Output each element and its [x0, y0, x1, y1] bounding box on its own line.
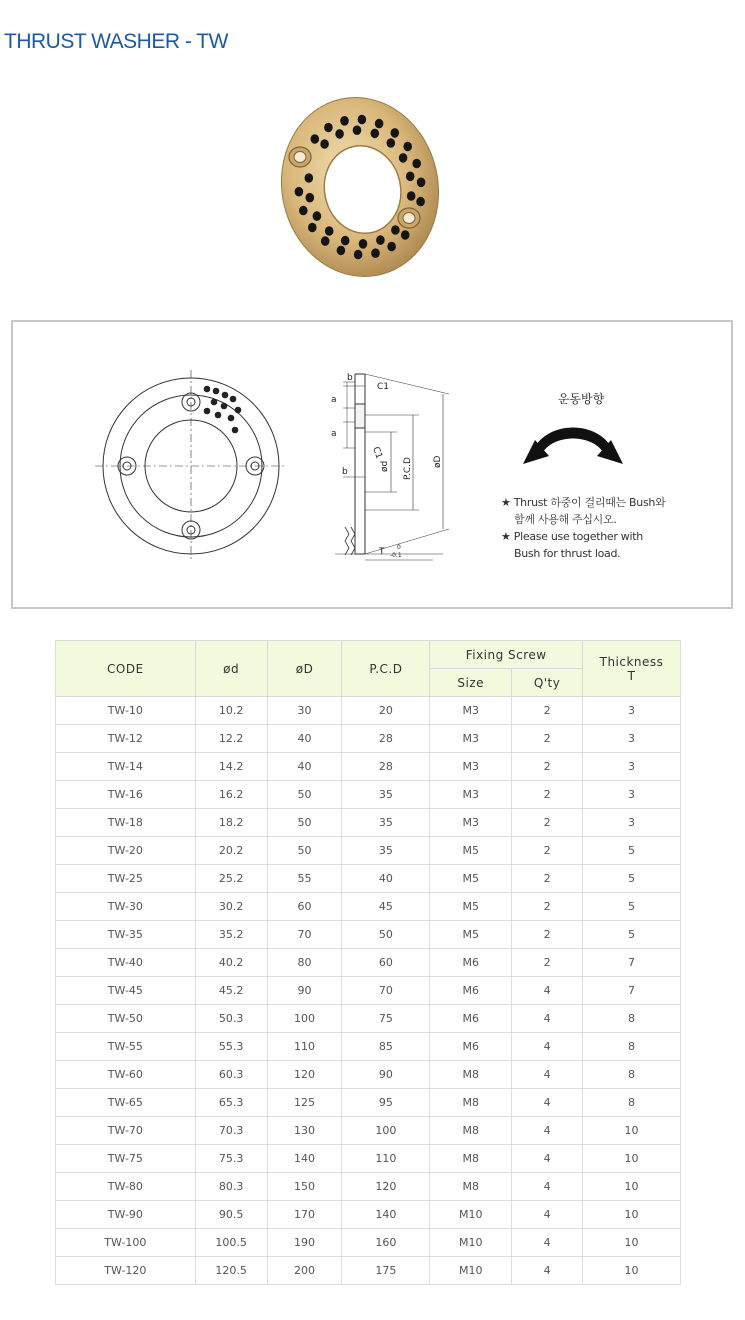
cell-screw-size: M8	[430, 1061, 512, 1089]
cell-pcd: 85	[342, 1033, 430, 1061]
cell-code: TW-12	[56, 725, 196, 753]
cell-screw-qty: 4	[512, 1033, 583, 1061]
graphite-plug-icon	[358, 115, 367, 125]
graphite-plug-icon	[371, 248, 380, 258]
cell-outer-diameter: 100	[267, 1005, 342, 1033]
side-view	[335, 374, 449, 560]
table-row	[56, 1033, 681, 1061]
cell-thickness: 5	[583, 893, 681, 921]
cell-outer-diameter: 60	[267, 893, 342, 921]
cell-screw-size: M3	[430, 781, 512, 809]
cell-screw-qty: 4	[512, 977, 583, 1005]
technical-drawing	[13, 322, 735, 611]
cell-screw-size: M6	[430, 1005, 512, 1033]
cell-thickness: 5	[583, 837, 681, 865]
table-row	[56, 1117, 681, 1145]
dim-b-bottom: b	[342, 467, 348, 477]
table-row	[56, 1089, 681, 1117]
cell-code: TW-45	[56, 977, 196, 1005]
graphite-plug-icon	[324, 123, 333, 133]
graphite-plug-icon	[337, 246, 346, 256]
graphite-plug-icon	[306, 193, 315, 203]
cell-thickness: 10	[583, 1201, 681, 1229]
cell-thickness: 3	[583, 781, 681, 809]
graphite-plug-icon	[401, 230, 410, 240]
header-code: CODE	[56, 641, 196, 697]
cell-code: TW-20	[56, 837, 196, 865]
cell-outer-diameter: 50	[267, 809, 342, 837]
graphite-plug-icon	[341, 236, 350, 246]
graphite-plug-icon	[371, 129, 380, 139]
graphite-plug-icon	[406, 172, 415, 182]
graphite-plug-icon	[353, 125, 362, 135]
cell-thickness: 10	[583, 1173, 681, 1201]
spec-table-body	[56, 697, 681, 1285]
dim-c1-top: C1	[377, 382, 390, 392]
cell-code: TW-70	[56, 1117, 196, 1145]
cell-pcd: 40	[342, 865, 430, 893]
cell-screw-size: M3	[430, 753, 512, 781]
cell-thickness: 3	[583, 725, 681, 753]
table-row	[56, 809, 681, 837]
cell-pcd: 28	[342, 725, 430, 753]
cell-inner-diameter: 120.5	[195, 1257, 267, 1285]
graphite-plug-icon	[308, 223, 317, 233]
header-pcd: P.C.D	[342, 641, 430, 697]
cell-inner-diameter: 12.2	[195, 725, 267, 753]
header-inner-diameter: ød	[195, 641, 267, 697]
cell-thickness: 10	[583, 1145, 681, 1173]
cell-code: TW-14	[56, 753, 196, 781]
graphite-plug-icon	[387, 138, 396, 148]
cell-inner-diameter: 30.2	[195, 893, 267, 921]
cell-screw-qty: 4	[512, 1145, 583, 1173]
graphite-plug-icon	[403, 142, 412, 152]
cell-thickness: 10	[583, 1117, 681, 1145]
cell-code: TW-30	[56, 893, 196, 921]
cell-pcd: 95	[342, 1089, 430, 1117]
cell-screw-qty: 2	[512, 893, 583, 921]
cell-pcd: 175	[342, 1257, 430, 1285]
cell-outer-diameter: 70	[267, 921, 342, 949]
note-en-line2: Bush for thrust load.	[514, 547, 621, 560]
cell-screw-qty: 4	[512, 1229, 583, 1257]
graphite-plug-icon	[305, 173, 314, 183]
cell-thickness: 8	[583, 1005, 681, 1033]
motion-direction-arrow-icon	[523, 428, 623, 465]
dim-T: T	[379, 547, 385, 557]
cell-outer-diameter: 90	[267, 977, 342, 1005]
cell-screw-size: M8	[430, 1173, 512, 1201]
cell-screw-size: M3	[430, 697, 512, 725]
cell-outer-diameter: 40	[267, 725, 342, 753]
graphite-plug-icon	[391, 225, 400, 235]
cell-thickness: 10	[583, 1257, 681, 1285]
cell-inner-diameter: 70.3	[195, 1117, 267, 1145]
technical-drawing-panel	[11, 320, 733, 609]
table-row	[56, 893, 681, 921]
front-view-plugs	[204, 386, 242, 434]
cell-outer-diameter: 55	[267, 865, 342, 893]
cell-inner-diameter: 35.2	[195, 921, 267, 949]
graphite-plug-icon	[375, 119, 384, 129]
cell-screw-qty: 4	[512, 1005, 583, 1033]
cell-inner-diameter: 14.2	[195, 753, 267, 781]
cell-screw-size: M10	[430, 1257, 512, 1285]
note-ko-line2: 함께 사용해 주십시오.	[514, 513, 617, 526]
cell-thickness: 8	[583, 1089, 681, 1117]
graphite-plug-icon	[399, 153, 408, 163]
dim-D: øD	[433, 455, 443, 468]
cell-outer-diameter: 50	[267, 837, 342, 865]
cell-thickness: 5	[583, 921, 681, 949]
header-qty: Q'ty	[512, 669, 583, 697]
cell-code: TW-18	[56, 809, 196, 837]
cell-thickness: 3	[583, 697, 681, 725]
cell-screw-qty: 4	[512, 1117, 583, 1145]
cell-screw-size: M8	[430, 1145, 512, 1173]
cell-screw-size: M5	[430, 921, 512, 949]
cell-pcd: 60	[342, 949, 430, 977]
cell-thickness: 3	[583, 753, 681, 781]
dim-c1-bottom: C1	[370, 445, 384, 461]
header-outer-diameter: øD	[267, 641, 342, 697]
cell-screw-size: M8	[430, 1089, 512, 1117]
dim-b-top: b	[347, 373, 353, 383]
cell-screw-qty: 2	[512, 781, 583, 809]
cell-pcd: 100	[342, 1117, 430, 1145]
cell-screw-size: M3	[430, 725, 512, 753]
table-row	[56, 1061, 681, 1089]
cell-outer-diameter: 110	[267, 1033, 342, 1061]
cell-pcd: 120	[342, 1173, 430, 1201]
graphite-plug-icon	[416, 197, 425, 207]
front-view	[95, 370, 287, 562]
motion-direction-label: 운동방향	[557, 392, 605, 406]
cell-outer-diameter: 190	[267, 1229, 342, 1257]
dim-a-bottom: a	[331, 429, 337, 439]
cell-outer-diameter: 50	[267, 781, 342, 809]
table-row	[56, 1173, 681, 1201]
cell-thickness: 7	[583, 949, 681, 977]
cell-screw-qty: 2	[512, 809, 583, 837]
graphite-plug-icon	[325, 226, 334, 236]
table-row	[56, 949, 681, 977]
graphite-plug-icon	[407, 191, 416, 201]
cell-inner-diameter: 60.3	[195, 1061, 267, 1089]
graphite-plug-icon	[320, 139, 329, 149]
cell-inner-diameter: 25.2	[195, 865, 267, 893]
graphite-plug-icon	[359, 239, 368, 249]
cell-screw-qty: 2	[512, 837, 583, 865]
graphite-plug-icon	[295, 187, 304, 197]
cell-screw-size: M6	[430, 977, 512, 1005]
cell-inner-diameter: 20.2	[195, 837, 267, 865]
table-row	[56, 865, 681, 893]
cell-screw-size: M6	[430, 1033, 512, 1061]
cell-code: TW-16	[56, 781, 196, 809]
cell-inner-diameter: 100.5	[195, 1229, 267, 1257]
cell-thickness: 5	[583, 865, 681, 893]
cell-screw-size: M5	[430, 865, 512, 893]
cell-pcd: 50	[342, 921, 430, 949]
cell-thickness: 3	[583, 809, 681, 837]
cell-screw-qty: 2	[512, 753, 583, 781]
cell-code: TW-40	[56, 949, 196, 977]
dim-tolerance-upper: 0	[397, 544, 401, 551]
graphite-plug-icon	[412, 159, 421, 169]
cell-code: TW-25	[56, 865, 196, 893]
cell-inner-diameter: 40.2	[195, 949, 267, 977]
cell-screw-qty: 2	[512, 949, 583, 977]
cell-thickness: 8	[583, 1033, 681, 1061]
cell-pcd: 90	[342, 1061, 430, 1089]
cell-outer-diameter: 130	[267, 1117, 342, 1145]
cell-pcd: 20	[342, 697, 430, 725]
note-ko-line1: ★ Thrust 하중이 걸리때는 Bush와	[501, 496, 666, 509]
cell-code: TW-90	[56, 1201, 196, 1229]
cell-screw-size: M10	[430, 1229, 512, 1257]
cell-screw-qty: 2	[512, 725, 583, 753]
cell-outer-diameter: 120	[267, 1061, 342, 1089]
table-row	[56, 1229, 681, 1257]
spec-table	[55, 640, 681, 1285]
cell-screw-qty: 4	[512, 1201, 583, 1229]
cell-screw-qty: 4	[512, 1089, 583, 1117]
table-row	[56, 781, 681, 809]
table-row	[56, 1257, 681, 1285]
usage-notes	[501, 494, 665, 562]
cell-inner-diameter: 80.3	[195, 1173, 267, 1201]
cell-screw-qty: 4	[512, 1061, 583, 1089]
cell-code: TW-50	[56, 1005, 196, 1033]
table-row	[56, 837, 681, 865]
graphite-plug-icon	[417, 178, 426, 188]
cell-pcd: 75	[342, 1005, 430, 1033]
washer-photo	[270, 90, 450, 285]
graphite-plug-icon	[387, 242, 396, 252]
cell-code: TW-35	[56, 921, 196, 949]
cell-screw-size: M5	[430, 893, 512, 921]
cell-screw-qty: 4	[512, 1173, 583, 1201]
cell-screw-qty: 2	[512, 865, 583, 893]
graphite-plug-icon	[391, 128, 400, 138]
cell-pcd: 140	[342, 1201, 430, 1229]
table-row	[56, 977, 681, 1005]
cell-pcd: 70	[342, 977, 430, 1005]
graphite-plug-icon	[376, 235, 385, 245]
cell-pcd: 35	[342, 781, 430, 809]
cell-code: TW-10	[56, 697, 196, 725]
header-thickness-label: Thickness	[599, 654, 664, 669]
cell-screw-size: M10	[430, 1201, 512, 1229]
header-size: Size	[430, 669, 512, 697]
cell-inner-diameter: 18.2	[195, 809, 267, 837]
cell-thickness: 8	[583, 1061, 681, 1089]
cell-inner-diameter: 75.3	[195, 1145, 267, 1173]
cell-pcd: 160	[342, 1229, 430, 1257]
cell-inner-diameter: 45.2	[195, 977, 267, 1005]
cell-screw-size: M8	[430, 1117, 512, 1145]
cell-screw-qty: 2	[512, 921, 583, 949]
table-row	[56, 697, 681, 725]
cell-outer-diameter: 30	[267, 697, 342, 725]
cell-code: TW-80	[56, 1173, 196, 1201]
cell-outer-diameter: 80	[267, 949, 342, 977]
dim-a-top: a	[331, 395, 337, 405]
table-row	[56, 1005, 681, 1033]
header-thickness-symbol: T	[627, 668, 636, 683]
cell-inner-diameter: 16.2	[195, 781, 267, 809]
cell-pcd: 45	[342, 893, 430, 921]
cell-code: TW-100	[56, 1229, 196, 1257]
table-row	[56, 725, 681, 753]
dim-tolerance-lower: -0.1	[390, 552, 402, 559]
cell-pcd: 35	[342, 809, 430, 837]
header-thickness	[583, 641, 681, 697]
cell-code: TW-120	[56, 1257, 196, 1285]
note-en-line1: ★ Please use together with	[501, 530, 643, 543]
table-row	[56, 921, 681, 949]
graphite-plug-icon	[311, 134, 320, 144]
cell-outer-diameter: 125	[267, 1089, 342, 1117]
cell-code: TW-65	[56, 1089, 196, 1117]
cell-pcd: 110	[342, 1145, 430, 1173]
cell-outer-diameter: 150	[267, 1173, 342, 1201]
cell-inner-diameter: 10.2	[195, 697, 267, 725]
cell-thickness: 10	[583, 1229, 681, 1257]
cell-screw-qty: 4	[512, 1257, 583, 1285]
graphite-plug-icon	[335, 129, 344, 139]
cell-code: TW-55	[56, 1033, 196, 1061]
cell-pcd: 35	[342, 837, 430, 865]
cell-thickness: 7	[583, 977, 681, 1005]
graphite-plug-icon	[340, 116, 349, 126]
graphite-plug-icon	[313, 211, 322, 221]
cell-code: TW-75	[56, 1145, 196, 1173]
cell-screw-qty: 2	[512, 697, 583, 725]
cell-inner-diameter: 65.3	[195, 1089, 267, 1117]
cell-outer-diameter: 170	[267, 1201, 342, 1229]
page-title: THRUST WASHER - TW	[4, 30, 228, 53]
cell-code: TW-60	[56, 1061, 196, 1089]
header-fixing-screw: Fixing Screw	[430, 641, 583, 669]
cell-pcd: 28	[342, 753, 430, 781]
cell-outer-diameter: 200	[267, 1257, 342, 1285]
cell-screw-size: M3	[430, 809, 512, 837]
dim-pcd: P.C.D	[403, 457, 413, 480]
graphite-plug-icon	[321, 236, 330, 246]
cell-inner-diameter: 55.3	[195, 1033, 267, 1061]
cell-screw-size: M5	[430, 837, 512, 865]
cell-inner-diameter: 50.3	[195, 1005, 267, 1033]
table-row	[56, 1145, 681, 1173]
cell-inner-diameter: 90.5	[195, 1201, 267, 1229]
graphite-plug-icon	[299, 206, 308, 216]
cell-screw-size: M6	[430, 949, 512, 977]
graphite-plug-icon	[354, 250, 363, 260]
table-row	[56, 753, 681, 781]
cell-outer-diameter: 40	[267, 753, 342, 781]
table-row	[56, 1201, 681, 1229]
cell-outer-diameter: 140	[267, 1145, 342, 1173]
dim-d: ød	[380, 460, 390, 472]
